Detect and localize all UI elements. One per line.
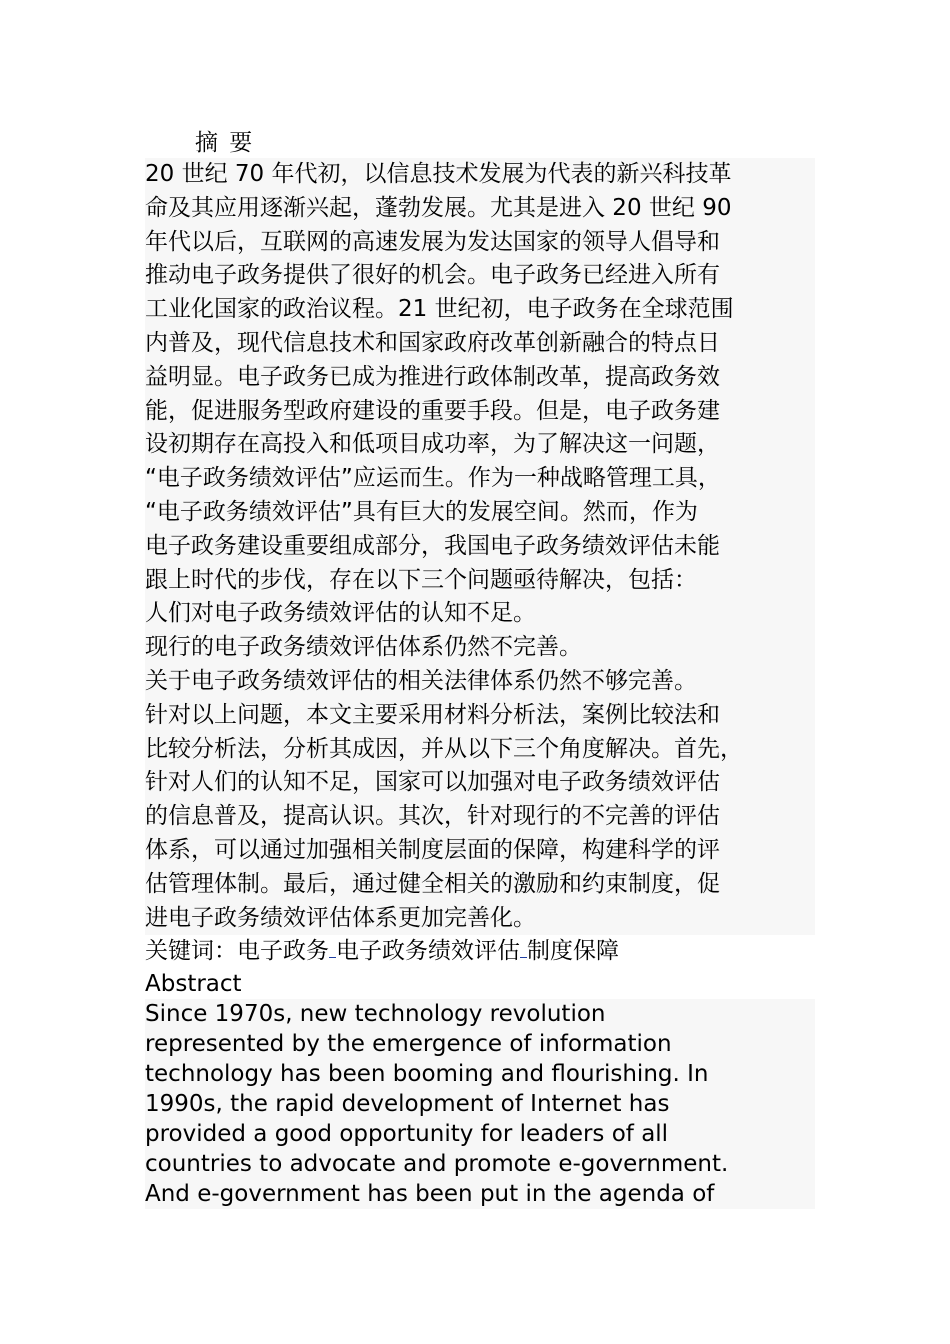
keyword: 制度保障 [527, 938, 619, 965]
keyword: 电子政务 [237, 938, 329, 965]
text-line: 电子政务建设重要组成部分，我国电子政务绩效评估未能 [145, 530, 815, 564]
text-line: represented by the emergence of information [145, 1029, 815, 1059]
text-line: Since 1970s, new technology revolution [145, 999, 815, 1029]
text-line: 1990s, the rapid development of Internet has [145, 1089, 815, 1119]
abstract-cn-heading: 摘 要 [195, 130, 255, 156]
text-line: 比较分析法，分析其成因，并从以下三个角度解决。首先， [145, 733, 815, 767]
keywords-label: 关键词： [145, 938, 237, 965]
text-line: 设初期存在高投入和低项目成功率，为了解决这一问题， [145, 428, 815, 462]
text-line: And e-government has been put in the agenda of [145, 1179, 815, 1209]
text-line: 内普及，现代信息技术和国家政府改革创新融合的特点日 [145, 327, 815, 361]
problem-item: 人们对电子政务绩效评估的认知不足。 [145, 597, 815, 631]
text-line: 进电子政务绩效评估体系更加完善化。 [145, 902, 815, 936]
text-line: 的信息普及，提高认识。其次，针对现行的不完善的评估 [145, 800, 815, 834]
text-line: 推动电子政务提供了很好的机会。电子政务已经进入所有 [145, 259, 815, 293]
abstract-content [145, 128, 815, 1209]
abstract-en-heading: Abstract [145, 971, 242, 998]
text-line: countries to advocate and promote e-government. [145, 1149, 815, 1179]
text-line: technology has been booming and flourishing. In [145, 1059, 815, 1089]
text-line: 工业化国家的政治议程。21 世纪初，电子政务在全球范围 [145, 293, 815, 327]
keyword-separator [329, 937, 336, 958]
keyword: 电子政务绩效评估 [336, 938, 520, 965]
text-line: 益明显。电子政务已成为推进行政体制改革，提高政务效 [145, 361, 815, 395]
text-line: 针对以上问题，本文主要采用材料分析法，案例比较法和 [145, 699, 815, 733]
text-line: 针对人们的认知不足，国家可以加强对电子政务绩效评估 [145, 766, 815, 800]
text-line: 能，促进服务型政府建设的重要手段。但是，电子政务建 [145, 395, 815, 429]
text-line: 20 世纪 70 年代初，以信息技术发展为代表的新兴科技革 [145, 158, 815, 192]
text-line: “电子政务绩效评估”具有巨大的发展空间。然而，作为 [145, 496, 815, 530]
text-line: 体系，可以通过加强相关制度层面的保障，构建科学的评 [145, 834, 815, 868]
keywords-line [145, 935, 815, 969]
text-line: “电子政务绩效评估”应运而生。作为一种战略管理工具， [145, 462, 815, 496]
keyword-separator [520, 937, 527, 958]
text-line: 估管理体制。最后，通过健全相关的激励和约束制度，促 [145, 868, 815, 902]
text-line: 跟上时代的步伐，存在以下三个问题亟待解决，包括： [145, 564, 815, 598]
abstract-cn-paragraph-2 [145, 699, 815, 936]
problem-item: 现行的电子政务绩效评估体系仍然不完善。 [145, 631, 815, 665]
problem-item: 关于电子政务绩效评估的相关法律体系仍然不够完善。 [145, 665, 815, 699]
text-line: provided a good opportunity for leaders of all [145, 1119, 815, 1149]
abstract-en-paragraph [145, 999, 815, 1209]
text-line: 年代以后，互联网的高速发展为发达国家的领导人倡导和 [145, 226, 815, 260]
abstract-cn-paragraph-1 [145, 158, 815, 597]
problems-list [145, 597, 815, 698]
text-line: 命及其应用逐渐兴起，蓬勃发展。尤其是进入 20 世纪 90 [145, 192, 815, 226]
